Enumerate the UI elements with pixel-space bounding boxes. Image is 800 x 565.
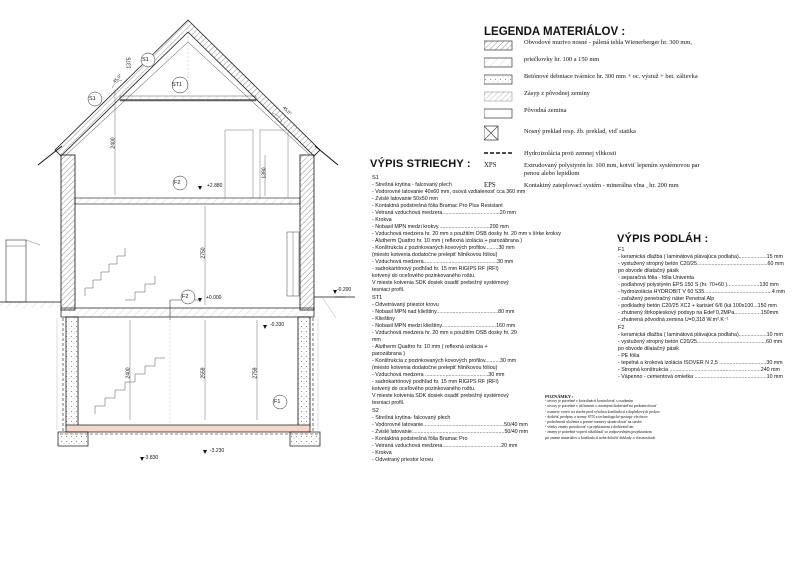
label-st1: ST1 [172, 82, 183, 88]
schedule-line: - Nobasil MPN nad klieštiny..........................................80 mm [372, 309, 515, 315]
schedule-line: po obvode dilatačný pásik [618, 346, 679, 352]
schedule-line: mm [372, 337, 381, 343]
schedule-line: - separačná fólia - fólia Univenta [618, 275, 694, 281]
basement-left-wall [66, 317, 78, 427]
schedule-line: - Nobasil MPN medzi klieštiny.....................................160 mm [372, 323, 516, 329]
schedule-line: - Vzduchová medzera ...........................................30 mm [372, 372, 505, 378]
legend-item-label: Nosný preklad resp. žb. preklad, viď statika [524, 128, 636, 135]
schedule-line: po obvode dilatačný pásik [618, 268, 679, 274]
legend-item-label: Betónové debniace tvárnice hr. 300 mm + oc. výstuž + bet. zálievka [524, 73, 698, 80]
roof-schedule-title: VÝPIS STRIECHY : [370, 158, 471, 170]
schedule-line: - keramická dlažba ( laminátová plávajúca podlaha)...................15 mm [618, 254, 783, 260]
dim-knee-wall: 1390 [261, 167, 268, 179]
schedule-line: - Vodorovné latovanie 40x60 mm, osová vzdialenosť cca 360 mm [372, 189, 526, 195]
legend-item-label: Kontaktný zateplovací systém - minerálna vlna , hr. 200 mm [524, 182, 679, 189]
level-footing: -3.830 [144, 455, 159, 461]
schedule-line: tesniaci profil. [372, 287, 405, 293]
schedule-line: ST1 [372, 295, 383, 301]
schedule-line: - Konštrukcia z pozinkovaných kovových profilov..........30 mm [372, 358, 517, 364]
schedule-line: - všetky zmeny prerokovať s projektantom a dodávateľom [545, 425, 634, 430]
angle-right: 45,0° [281, 104, 293, 117]
upper-slab [75, 198, 300, 204]
left-wall [61, 155, 75, 310]
floor-schedule-title: VÝPIS PODLÁH : [617, 233, 709, 245]
schedule-line: - Stropná konštrukcia ..............................................................240 mm [618, 367, 780, 373]
schedule-line: - Zvislé latovanie 50x50 mm [372, 196, 438, 202]
label-f2-lower: F2 [182, 294, 189, 300]
legend-swatches [484, 38, 524, 168]
schedule-line: - tepelná a kroková izolácia ISOVER N 2,5 ................................30 mm [618, 360, 783, 366]
legend-item-label: priečkovky hr. 100 a 150 mm [524, 56, 600, 63]
schedule-line: - Vzduchová medzera..................................................30 mm [372, 259, 514, 265]
schedule-line: - Strešná krytina- falcovaný plech [372, 415, 451, 421]
dim-roof-top: 1375 [126, 57, 133, 69]
schedule-line: - vystužený stropný betón C20/25................................................60 mm [618, 261, 784, 267]
schedule-line: F1 [618, 247, 625, 253]
schedule-line: - otvory je potrebné v koordinácii kontrolovať s osadením [545, 399, 634, 404]
label-f1: F1 [274, 399, 281, 405]
dim-roof-height: 2400 [110, 137, 117, 149]
legend-title: LEGENDA MATERIÁLOV : [484, 26, 626, 38]
schedule-line: - Nobasil MPN medzi krokvy...................................200 mm [372, 224, 509, 230]
upper-stairs [85, 248, 155, 300]
schedule-line: S2 [372, 408, 379, 414]
schedule-line: - Strešná krytina - falcovaný plech [372, 182, 452, 188]
level-footing-right: -3.230 [210, 448, 225, 454]
schedule-line: F2 [618, 325, 625, 331]
dimension-lines [115, 90, 265, 420]
schedule-line: - vystužený stropný betón C20/25...............................................60 mm [618, 339, 783, 345]
schedule-line: - Odvetrávaný priestor krovu [372, 302, 439, 308]
legend-code: EPS [484, 182, 496, 189]
dim-basement-left: 2400 [125, 367, 132, 379]
legend-item-label: Pôvodná zemina [524, 107, 567, 114]
roof-schedule-list [372, 174, 561, 464]
schedule-line: - zaťažený penetračný náter Penetral Alp [618, 296, 715, 302]
schedule-line: - sadrokartónový podhľad hr. 15 mm RIGIPS RF (RFI) [372, 379, 499, 385]
schedule-line: - Kontaktná podstrešná fólia Bramac Pro Plus Resistant [372, 203, 503, 209]
schedule-line: - Krokva [372, 217, 392, 223]
schedule-line: - zhutnený štrkopieskový podsyp na Edef 0,2MPa..................150mm [618, 310, 779, 316]
schedule-line: V mieste kotvenia SDK dosiek osadiť prebežný systémový [372, 280, 509, 286]
basement-floor [66, 425, 310, 432]
schedule-line: - Vápenno - cementová omietka .................................................10 mm [618, 374, 783, 380]
legend-item-label: Zásyp z pôvodnej zeminy [524, 90, 590, 97]
schedule-line: (miesto kotvenia dodatočne prelepiť hliníkovou fóliou) [372, 252, 498, 258]
floor-schedule-list [618, 246, 785, 381]
schedule-line: pri zmene materiálov a konštrukcií treba doložiť doklady o vlastnostiach [545, 435, 656, 440]
label-f2-upper: F2 [174, 180, 181, 186]
schedule-line: parozábrana ) [372, 351, 405, 357]
schedule-line: - Vodorovné latovanie.......................................................50/40 mm [372, 422, 528, 428]
dim-basement-right: 2759 [252, 367, 259, 379]
angle-left: 45,0° [111, 72, 123, 85]
schedule-line: - Zvislé latovanie...............................................................50/40 mm [372, 429, 529, 435]
level-upper: +2.880 [207, 183, 223, 189]
schedule-line: - Vzduchová medzera hr. 20 mm s použitím OSB dosky hr. 20 mm v šírke krokvy [372, 231, 561, 237]
dim-upper-floor: 2750 [200, 247, 207, 259]
legend-code: XPS [484, 162, 497, 169]
basement-right-wall [298, 317, 310, 427]
schedule-line: - Vetraná vzduchová medzera........................................20 mm [372, 443, 518, 449]
label-s1-top: S1 [142, 57, 149, 63]
schedule-line: - Vzduchová medzera hr. 20 mm s použitím OSB dosky hr. 20 [372, 330, 517, 336]
schedule-line: (miesto kotvenia dodatočne prelepiť hliníkovou fóliou) [372, 365, 498, 371]
schedule-line: - Vetraná vzduchová medzera.......................................20 mm [372, 210, 516, 216]
schedule-line: V mieste kotvenia SDK dosiek osadiť prebežný systémový [372, 393, 509, 399]
legend-item-label: Obvodové murivo nosné - pálená tehla Wienerberger hr. 300 mm, [524, 39, 692, 46]
notes-list [545, 399, 660, 441]
schedule-line: - PE fólia [618, 353, 640, 359]
schedule-line: tesniaci profil. [372, 400, 405, 406]
level-outside: -0.200 [337, 287, 352, 293]
schedule-line: - zhutnená pôvodná zemina U=0,318 W.m².K⁻¹ [618, 317, 729, 323]
schedule-line: - podlahový polystyrén EPS 150 S (hr. 70+60 )......................130 mm [618, 282, 779, 288]
schedule-line: - keramická dlažba ( laminátová plávajúca podlaha)...................10 mm [618, 332, 783, 338]
level-ground: +0.000 [206, 295, 222, 301]
schedule-line: - rozmery overiť na stavbe pred výrobou konštrukcií a doplnkových prvkov [545, 409, 660, 414]
label-s1-left: S1 [89, 96, 96, 102]
ground-slab [61, 308, 314, 317]
schedule-line: - Klieštiny [372, 316, 395, 322]
schedule-line: - podrobnosti uloženia a presné rozmery skontrolovať na stavbe [545, 420, 642, 425]
legend-item-label: Extrudovaný polystyrén hr. 100 mm, kotviť lepením systémovou par [524, 162, 700, 169]
legend-item-label: Hydroizolácia proti zemnej vlhkosti [524, 150, 617, 157]
dim-basement-mid: 2559 [200, 367, 207, 379]
schedule-line: - dodržať predpisy a normy STN a technologické postupy výrobcov [545, 414, 648, 419]
schedule-line: - Krokva [372, 450, 392, 456]
notes-block [545, 394, 660, 441]
schedule-line: - podkladný betón C20/25 XC2 + karisieť 6/6 (ká 100x100...150 mm [618, 303, 777, 309]
schedule-line: - Alutherm Quattro hr. 10 mm ( reflexná izolácia + parozábrana ) [372, 238, 522, 244]
schedule-line: - Alutherm Quattro hr. 10 mm ( reflexná izolácia + [372, 344, 488, 350]
notes-title: POZNÁMKY : [545, 394, 574, 399]
schedule-line: S1 [372, 175, 379, 181]
level-basement: -0.330 [270, 322, 285, 328]
schedule-line: - Konštrukcia z pozinkovaných kovových profilov.........30 mm [372, 245, 515, 251]
schedule-line: - sadrokartónový podhľad hr. 15 mm RIGIPS RF (RFI) [372, 266, 499, 272]
right-wall [300, 155, 314, 310]
schedule-line: - otvory je potrebné v súčinnosti s ostatnými dodávateľmi prekontrolovať [545, 404, 657, 409]
schedule-line: - zmeny je potrebné vopred odsúhlasiť so zodpovedným projektantom [545, 430, 652, 435]
schedule-line: - hydroizolácia HYDROBIT V 60 S35..............................................4 mm [618, 289, 786, 295]
schedule-line: - Kontaktná podstrešná fólia Bramac Pro [372, 436, 468, 442]
schedule-line: kotvený do oceľového pozinkovaného roštu. [372, 386, 476, 392]
schedule-line: - Odvetraný priestor krovu [372, 457, 434, 463]
schedule-line: kotvený do oceľového pozinkovaného roštu. [372, 273, 476, 279]
legend-item-label: penou alebo lepidlom [524, 170, 580, 177]
